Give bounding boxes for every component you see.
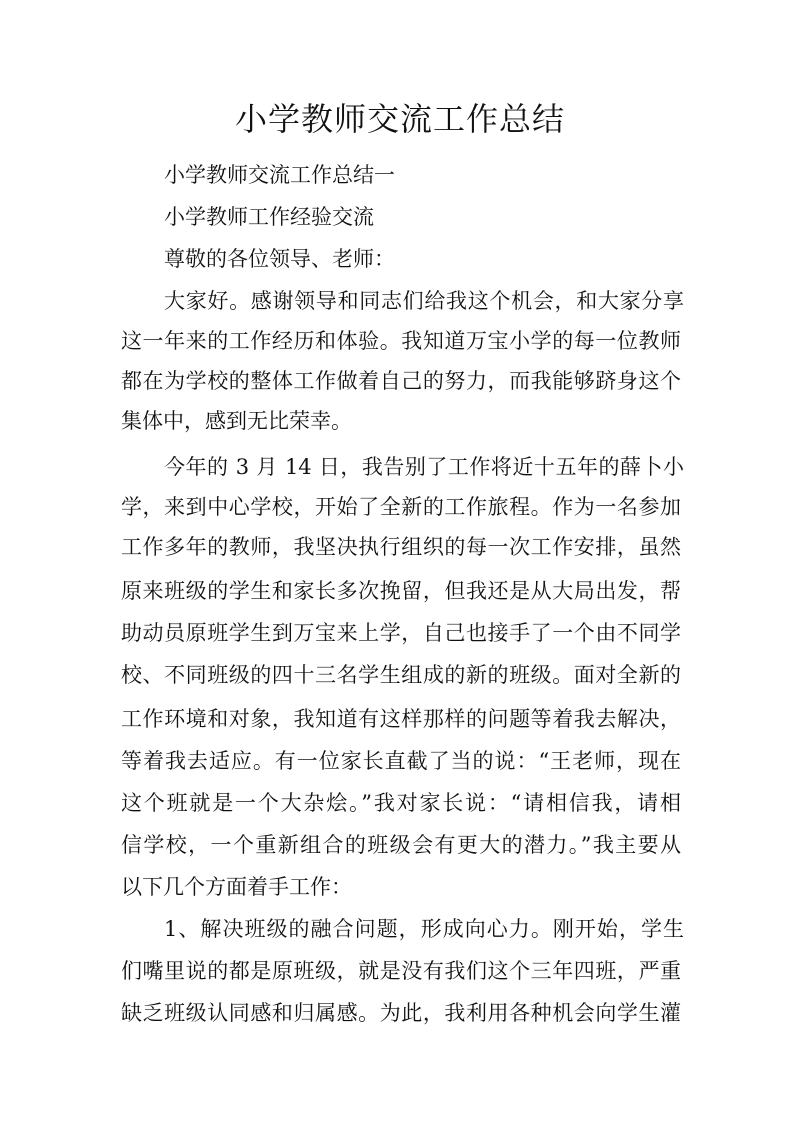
paragraph-line: 们嘴里说的都是原班级，就是没有我们这个三年四班，严重 [121, 959, 681, 983]
paragraph-line: 等着我去适应。有一位家长直截了当的说：“王老师，现在 [121, 749, 681, 773]
paragraph-line: 这一年来的工作经历和体验。我知道万宝小学的每一位教师 [121, 329, 681, 353]
paragraph-line: 今年的 3 月 14 日，我告别了工作将近十五年的薛卜小 [164, 455, 684, 479]
subtitle-line: 小学教师工作经验交流 [164, 205, 374, 229]
paragraph-line: 信学校，一个重新组合的班级会有更大的潜力。”我主要从 [121, 833, 681, 857]
salutation-line: 尊敬的各位领导、老师： [164, 247, 395, 271]
paragraph-line: 助动员原班学生到万宝来上学，自己也接手了一个由不同学 [121, 621, 681, 645]
paragraph-line: 工作环境和对象，我知道有这样那样的问题等着我去解决， [121, 707, 681, 731]
paragraph-line: 集体中，感到无比荣幸。 [121, 409, 352, 433]
paragraph-line: 原来班级的学生和家长多次挽留，但我还是从大局出发，帮 [121, 579, 681, 603]
paragraph-line: 校、不同班级的四十三名学生组成的新的班级。面对全新的 [121, 663, 681, 687]
paragraph-line: 都在为学校的整体工作做着自己的努力，而我能够跻身这个 [121, 369, 681, 393]
paragraph-line: 大家好。感谢领导和同志们给我这个机会，和大家分享 [164, 289, 684, 313]
paragraph-line: 工作多年的教师，我坚决执行组织的每一次工作安排，虽然 [121, 535, 681, 559]
paragraph-line: 这个班就是一个大杂烩。”我对家长说：“请相信我，请相 [121, 791, 681, 815]
document-title: 小学教师交流工作总结 [234, 100, 565, 138]
subtitle-line: 小学教师交流工作总结一 [164, 163, 395, 187]
paragraph-line: 以下几个方面着手工作： [121, 875, 352, 899]
paragraph-line: 学，来到中心学校，开始了全新的工作旅程。作为一名参加 [121, 495, 681, 519]
paragraph-line: 1、解决班级的融合问题，形成向心力。刚开始，学生 [164, 917, 684, 941]
paragraph-line: 缺乏班级认同感和归属感。为此，我利用各种机会向学生灌 [121, 1001, 681, 1025]
